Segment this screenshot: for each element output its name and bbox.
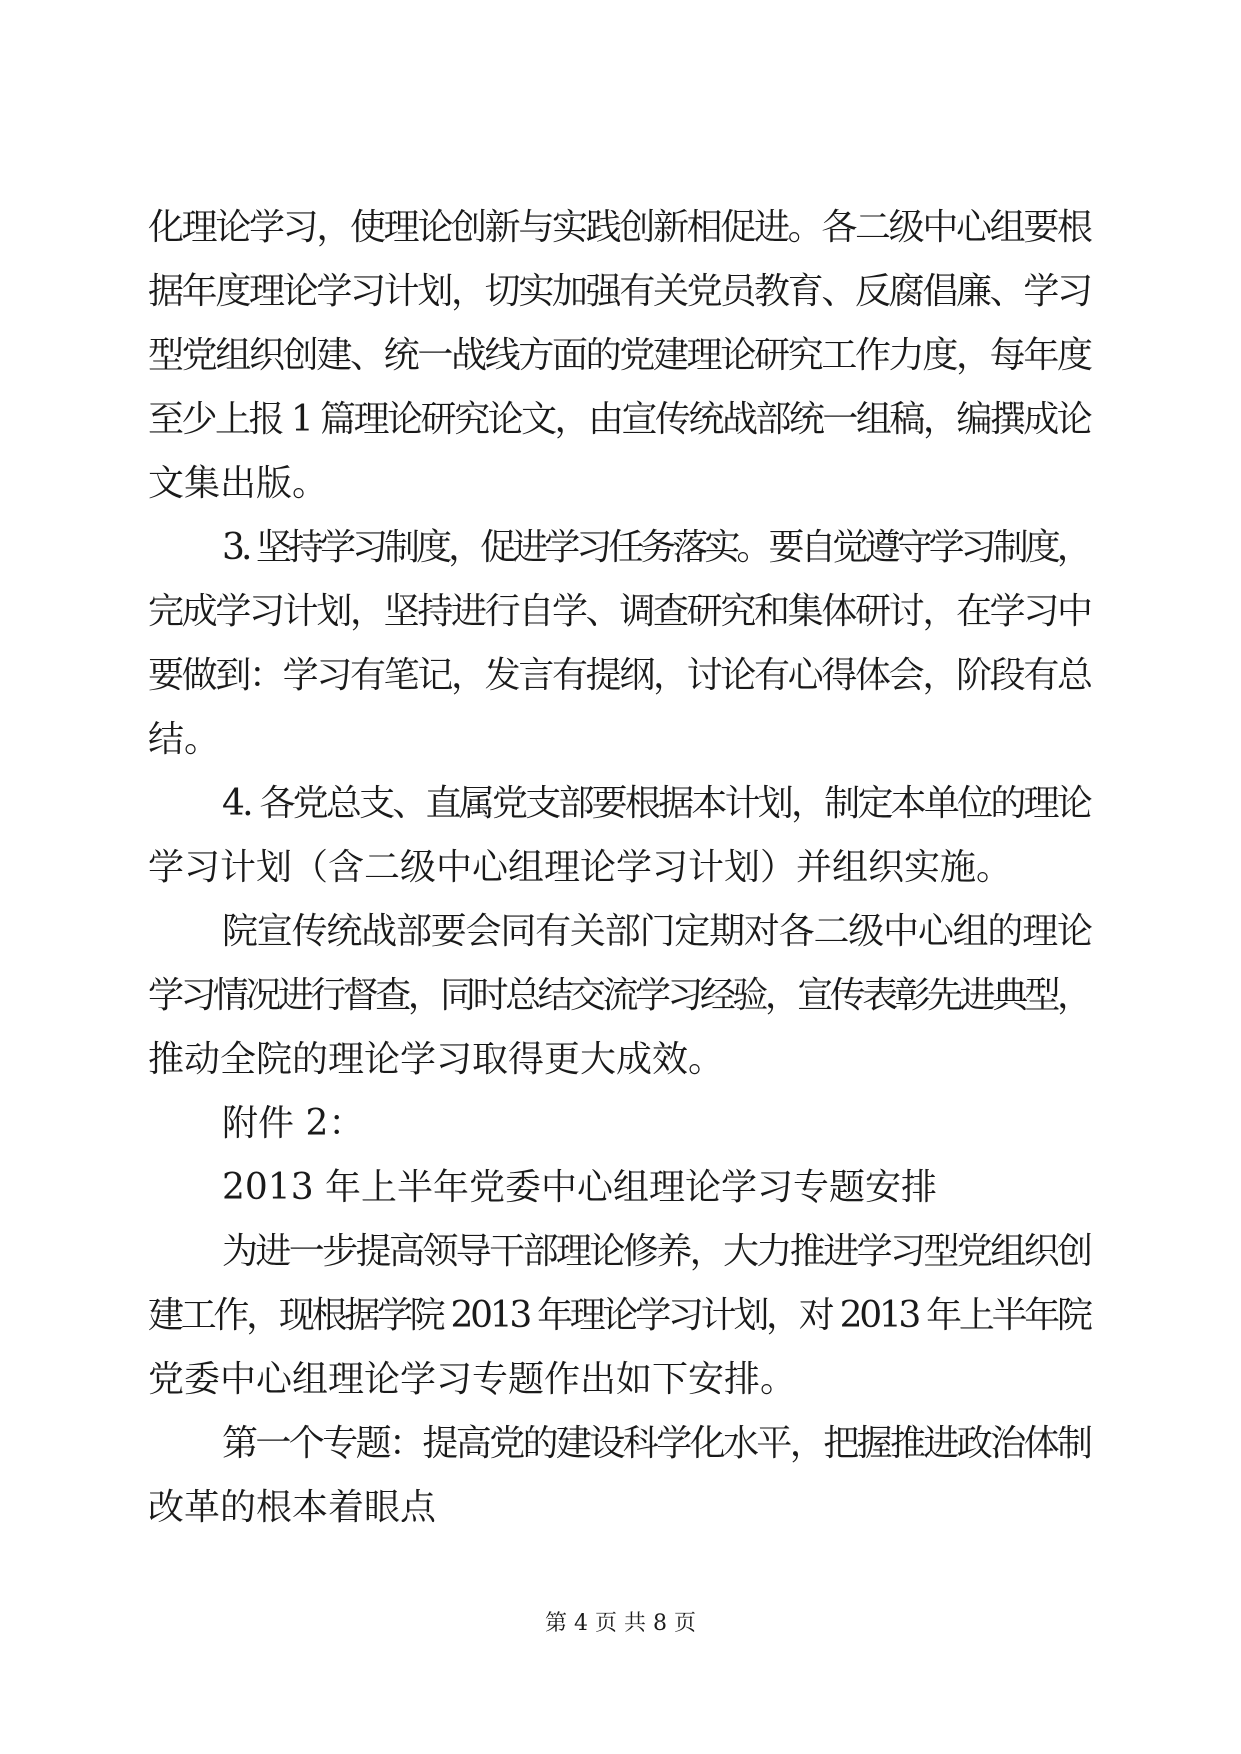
page-footer: 第 4 页 共 8 页	[545, 1611, 696, 1636]
text-line: 要做到：学习有笔记，发言有提纲，讨论有心得体会，阶段有总	[148, 655, 1091, 696]
text-line: 学习计划（含二级中心组理论学习计划）并组织实施。	[148, 847, 1013, 888]
text-line: 改革的根本着眼点	[148, 1487, 437, 1528]
text-line: 文集出版。	[148, 463, 329, 504]
text-line: 为进一步提高领导干部理论修养，大力推进学习型党组织创	[222, 1231, 1091, 1272]
text-line: 结。	[148, 719, 221, 760]
text-line: 型党组织创建、统一战线方面的党建理论研究工作力度，每年度	[148, 335, 1091, 376]
text-line: 3. 坚持学习制度，促进学习任务落实。要自觉遵守学习制度，	[222, 527, 1089, 568]
attachment-label: 附件 2：	[222, 1103, 365, 1144]
text-line: 至少上报 1 篇理论研究论文，由宣传统战部统一组稿，编撰成论	[148, 399, 1091, 440]
text-line: 建工作，现根据学院 2013 年理论学习计划，对 2013 年上半年院	[148, 1295, 1090, 1336]
text-line: 据年度理论学习计划，切实加强有关党员教育、反腐倡廉、学习	[148, 271, 1091, 312]
text-line: 完成学习计划，坚持进行自学、调查研究和集体研讨，在学习中	[148, 591, 1091, 632]
text-line: 院宣传统战部要会同有关部门定期对各二级中心组的理论	[222, 911, 1092, 952]
section-title: 2013 年上半年党委中心组理论学习专题安排	[222, 1167, 938, 1208]
text-line: 4. 各党总支、直属党支部要根据本计划，制定本单位的理论	[222, 783, 1091, 824]
text-line: 化理论学习，使理论创新与实践创新相促进。各二级中心组要根	[148, 207, 1091, 248]
text-line: 学习情况进行督查，同时总结交流学习经验，宣传表彰先进典型，	[148, 975, 1090, 1016]
text-line: 党委中心组理论学习专题作出如下安排。	[148, 1359, 797, 1400]
text-line: 第一个专题：提高党的建设科学化水平，把握推进政治体制	[222, 1423, 1091, 1464]
text-line: 推动全院的理论学习取得更大成效。	[148, 1039, 725, 1080]
